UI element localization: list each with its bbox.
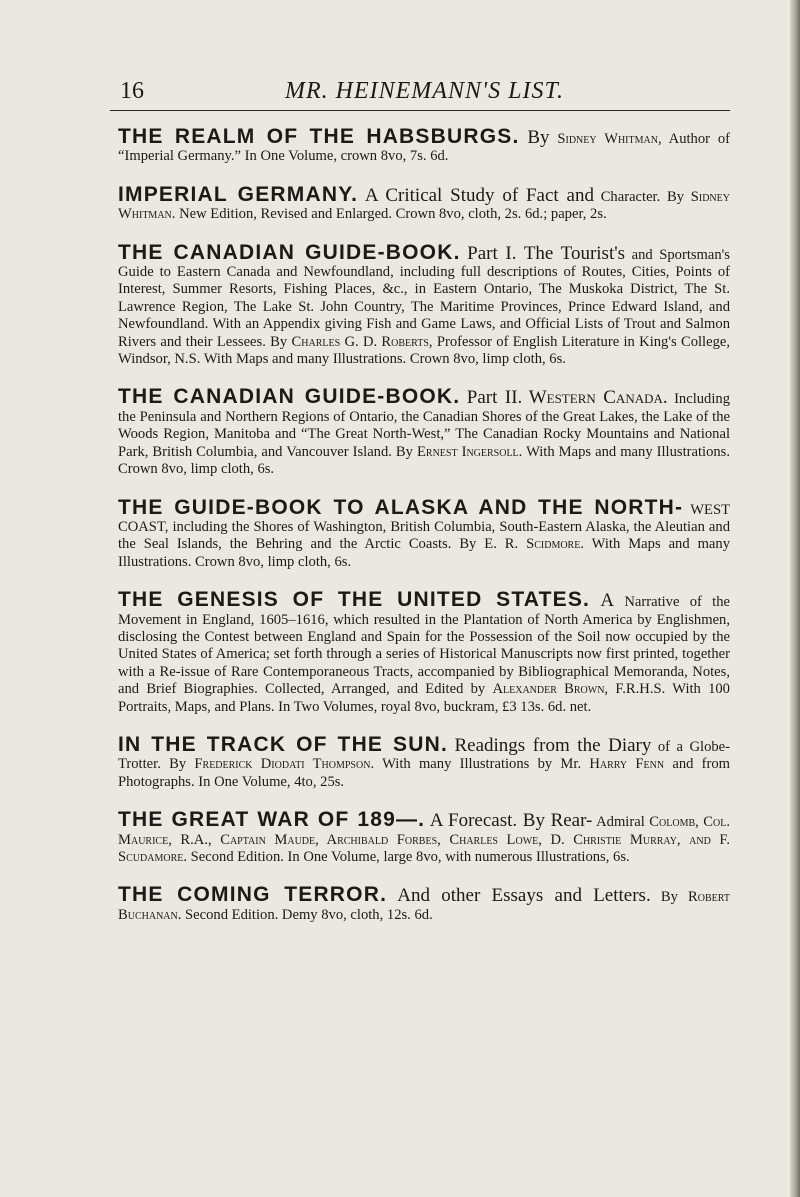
book-entry <box>118 182 730 224</box>
book-entry <box>118 808 731 866</box>
entry-body: and from Photographs. In One Volume, 4to, 25s. <box>118 756 731 790</box>
entry-body: of a Globe-Trotter. By <box>118 738 731 773</box>
entry-author: Sidney Whitman, <box>557 131 662 147</box>
entry-author: Colomb, Col. Maurice, R.A., Captain Maude, Archibald Forbes, Charles Lowe, D. Christie Murray, and F. Scudamore. <box>118 814 731 865</box>
entry-body: WEST COAST, including the Shores of Washington, British Columbia, South-Eastern Alaska, the Aleutian and the Seal Islands, the Behring and the Arctic Coasts. By <box>118 501 730 553</box>
entry-body: By <box>660 889 678 906</box>
entry-title: THE GREAT WAR OF 189—. <box>118 808 426 832</box>
entry-body: With Maps and many Illustrations. Crown 8vo, limp cloth, 6s. <box>118 443 730 478</box>
entry-author: Alexander Brown, F.R.H.S. <box>492 681 666 698</box>
book-entry <box>118 125 730 166</box>
entry-body: Second Edition. Demy 8vo, cloth, 12s. 6d. <box>185 906 433 923</box>
book-list <box>118 125 731 944</box>
entry-text <box>118 732 731 791</box>
entry-author: Frederick Diodati Thompson. <box>194 756 375 773</box>
book-entry <box>118 883 730 924</box>
book-entry <box>118 495 730 572</box>
entry-body: New Edition, Revised and Enlarged. Crown 8vo, cloth, 2s. 6d.; paper, 2s. <box>179 206 607 223</box>
entry-lead: Readings from the Diary <box>454 734 652 756</box>
entry-title: IMPERIAL GERMANY. <box>118 182 359 206</box>
entry-body: Second Edition. In One Volume, large 8vo, with numerous Illustrations, 6s. <box>190 849 630 865</box>
entry-author: Robert Buchanan. <box>118 889 730 923</box>
entry-text <box>118 588 730 716</box>
entry-title: THE COMING TERROR. <box>118 883 388 907</box>
entry-lead: By <box>527 127 550 148</box>
entry-text <box>118 125 730 166</box>
entry-text <box>118 240 730 369</box>
entry-body: Author of “Imperial Germany.” In One Volume, crown 8vo, 7s. 6d. <box>118 131 730 165</box>
entry-text <box>118 808 731 866</box>
entry-text <box>118 385 730 478</box>
book-entry <box>118 732 731 791</box>
entry-body: With 100 Portraits, Maps, and Plans. In Two Volumes, royal 8vo, buckram, £3 13s. 6d. net. <box>118 681 730 715</box>
entry-lead: And other Essays and Letters. <box>397 885 651 907</box>
entry-region: Western Canada. <box>528 387 668 409</box>
entry-title: THE GENESIS OF THE UNITED STATES. <box>118 588 591 612</box>
entry-lead: A Critical Study of Fact and <box>364 184 594 206</box>
entry-author: Ernest Ingersoll. <box>416 443 523 460</box>
entry-text <box>118 883 730 924</box>
entry-title: THE CANADIAN GUIDE-BOOK. <box>118 240 461 264</box>
entry-body: With Maps and many Illustrations. Crown 8vo, limp cloth, 6s. <box>118 536 730 570</box>
page-header <box>110 76 730 111</box>
entry-title: IN THE TRACK OF THE SUN. <box>118 732 448 756</box>
entry-text <box>118 495 730 572</box>
book-entry <box>118 385 730 478</box>
entry-lead: A Forecast. By Rear- <box>429 810 593 832</box>
entry-body: Character. By <box>600 188 685 205</box>
entry-author: Charles G. D. Roberts, <box>291 333 433 350</box>
entry-lead: A <box>600 590 615 612</box>
entry-body: Admiral <box>596 814 645 831</box>
entry-title: THE GUIDE-BOOK TO ALASKA AND THE NORTH- <box>118 495 684 519</box>
page-number: 16 <box>120 78 144 104</box>
entry-body: and Sportsman's Guide to Eastern Canada and Newfoundland, including full descriptions of Routes, Cities, Points of Interest, Summer Resorts, Fishing Places, &c., in Eastern Ontario, The Muskoka District, The St. Lawrence Region, The Lake St. John Country, The Maritime Provinces, Prince Edward Island, and Newfoundland. With an Appendix giving Fish and Game Laws, and Official Lists of Trout and Salmon Rivers and their Lessees. By <box>118 246 730 350</box>
entry-text <box>118 182 730 224</box>
entry-lead: Part II. <box>466 387 523 409</box>
entry-body: Narrative of the Movement in England, 1605–1616, which resulted in the Plantation of North America by Englishmen, disclosing the Contest between England and Spain for the Possession of the Soil now occupied by the United States of America; set forth through a series of Historical Manuscripts now first printed, together with a Re-issue of Rare Contemporaneous Tracts, accompanied by Bibliographical Memoranda, Notes, and Brief Biographies. Collected, Arranged, and Edited by <box>118 594 730 698</box>
entry-author: Sidney Whitman. <box>118 188 730 223</box>
entry-body: Including the Peninsula and Northern Regions of Ontario, the Canadian Shores of the Great Lakes, the Lake of the Woods Region, Manitoba and “The Great North-West,” The Canadian Rocky Mountains and National Park, British Columbia, and Vancouver Island. By <box>118 391 730 460</box>
book-entry <box>118 240 730 369</box>
entry-title: THE CANADIAN GUIDE-BOOK. <box>118 385 461 409</box>
entry-author: E. R. Scidmore. <box>484 536 584 553</box>
entry-illustrator: Harry Fenn <box>589 756 665 773</box>
entry-body: With many Illustrations by Mr. <box>382 756 582 773</box>
entry-body: Professor of English Literature in King's College, Windsor, N.S. With Maps and many Illustrations. Crown 8vo, limp cloth, 6s. <box>118 333 730 368</box>
entry-title: THE REALM OF THE HABSBURGS. <box>118 125 520 148</box>
page-edge <box>790 0 800 1197</box>
entry-lead: Part I. The Tourist's <box>467 242 626 264</box>
book-entry <box>118 588 730 716</box>
running-head: MR. HEINEMANN'S LIST. <box>285 78 565 104</box>
